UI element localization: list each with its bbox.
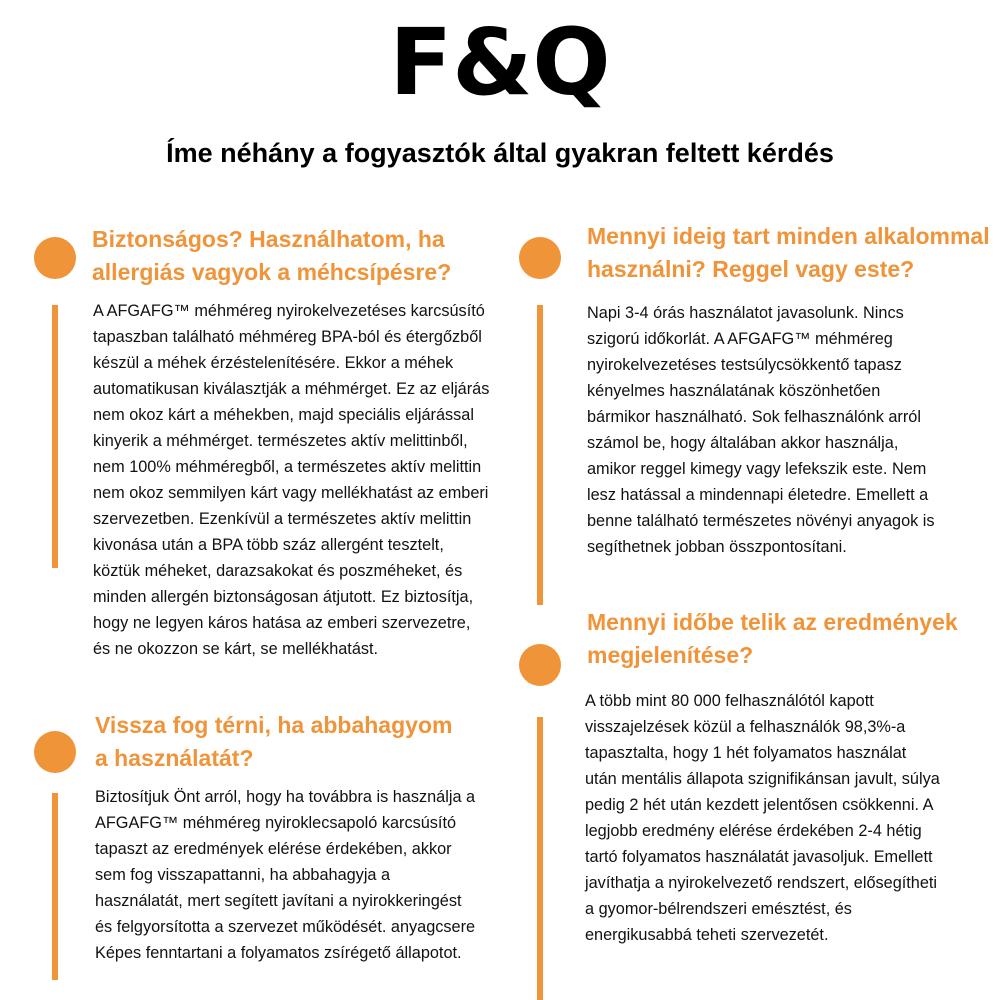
faq-question: Mennyi időbe telik az eredmények megjelenítése? xyxy=(587,609,958,668)
faq-question: Vissza fog térni, ha abbahagyom a használatát? xyxy=(95,712,453,771)
bullet-circle-icon xyxy=(34,731,76,773)
faq-answer: A AFGAFG™ méhméreg nyirokelvezetéses karcsúsító tapaszban található méhméreg BPA-ból és étergőzből készül a méhek érzéstelenítésére. Ekkor a méhek automatikusan kiválasztják a méhmérget. Ez az eljárás nem okoz kárt a méhekben, majd speciális eljárással kinyerik a méhmérget. természetes aktív melittinből, nem 100% méhméregből, a természetes aktív melittin nem okoz semmilyen kárt vagy mellékhatást az emberi szervezetben. Ezenkívül a természetes aktív melittin kivonása után a BPA több száz allergént tesztelt, köztük méheket, darazsakokat és poszméheket, és minden allergén biztonságosan átjutott. Ez biztosítja, hogy ne legyen káros hatása az emberi szervezetre, és ne okozzon se kárt, se mellékhatást. xyxy=(93,302,490,658)
bullet-circle-icon xyxy=(34,237,76,279)
accent-bar xyxy=(52,793,58,980)
accent-bar xyxy=(52,305,58,568)
faq-answer: Biztosítjuk Önt arról, hogy ha továbbra is használja a AFGAFG™ méhméreg nyiroklecsapoló karcsúsító tapaszt az eredmények elérése érdekében, akkor sem fog visszapattanni, ha abbahagyja a használatát, mert segített javítani a nyirokkeringést és felgyorsította a szervezet működését. anyagcsere Képes fenntartani a folyamatos zsírégető állapotot. xyxy=(95,788,476,962)
accent-bar xyxy=(537,717,543,1000)
accent-bar xyxy=(537,305,543,605)
faq-question: Mennyi ideig tart minden alkalommal használni? Reggel vagy este? xyxy=(587,223,990,282)
page-title: F&Q xyxy=(389,9,611,116)
bullet-circle-icon xyxy=(519,644,561,686)
bullet-circle-icon xyxy=(519,237,561,279)
faq-answer: A több mint 80 000 felhasználótól kapott visszajelzések közül a felhasználók 98,3%-a tapasztalta, hogy 1 hét folyamatos használat után mentális állapota szignifikánsan javult, súlya pedig 2 hét után kezdett jelentősen csökkenni. A legjobb eredmény elérése érdekében 2-4 hétig tartó folyamatos használatát javasoljuk. Emellett javíthatja a nyirokelvezető rendszert, elősegítheti a gyomor-bélrendszeri emésztést, és energikusabbá teheti szervezetét. xyxy=(585,692,940,944)
faq-answer: Napi 3-4 órás használatot javasolunk. Nincs szigorú időkorlát. A AFGAFG™ méhméreg nyirokelvezetéses testsúlycsökkentő tapasz kényelmes használatának köszönhetően bármikor használható. Sok felhasználónk arról számol be, hogy általában akkor használja, amikor reggel kimegy vagy lefekszik este. Nem lesz hatással a mindennapi életedre. Emellett a benne található természetes növényi anyagok is segíthetnek jobban összpontosítani. xyxy=(587,304,935,556)
faq-question: Biztonságos? Használhatom, ha allergiás vagyok a méhcsípésre? xyxy=(92,226,452,285)
page-subtitle: Íme néhány a fogyasztók által gyakran feltett kérdés xyxy=(166,138,834,168)
